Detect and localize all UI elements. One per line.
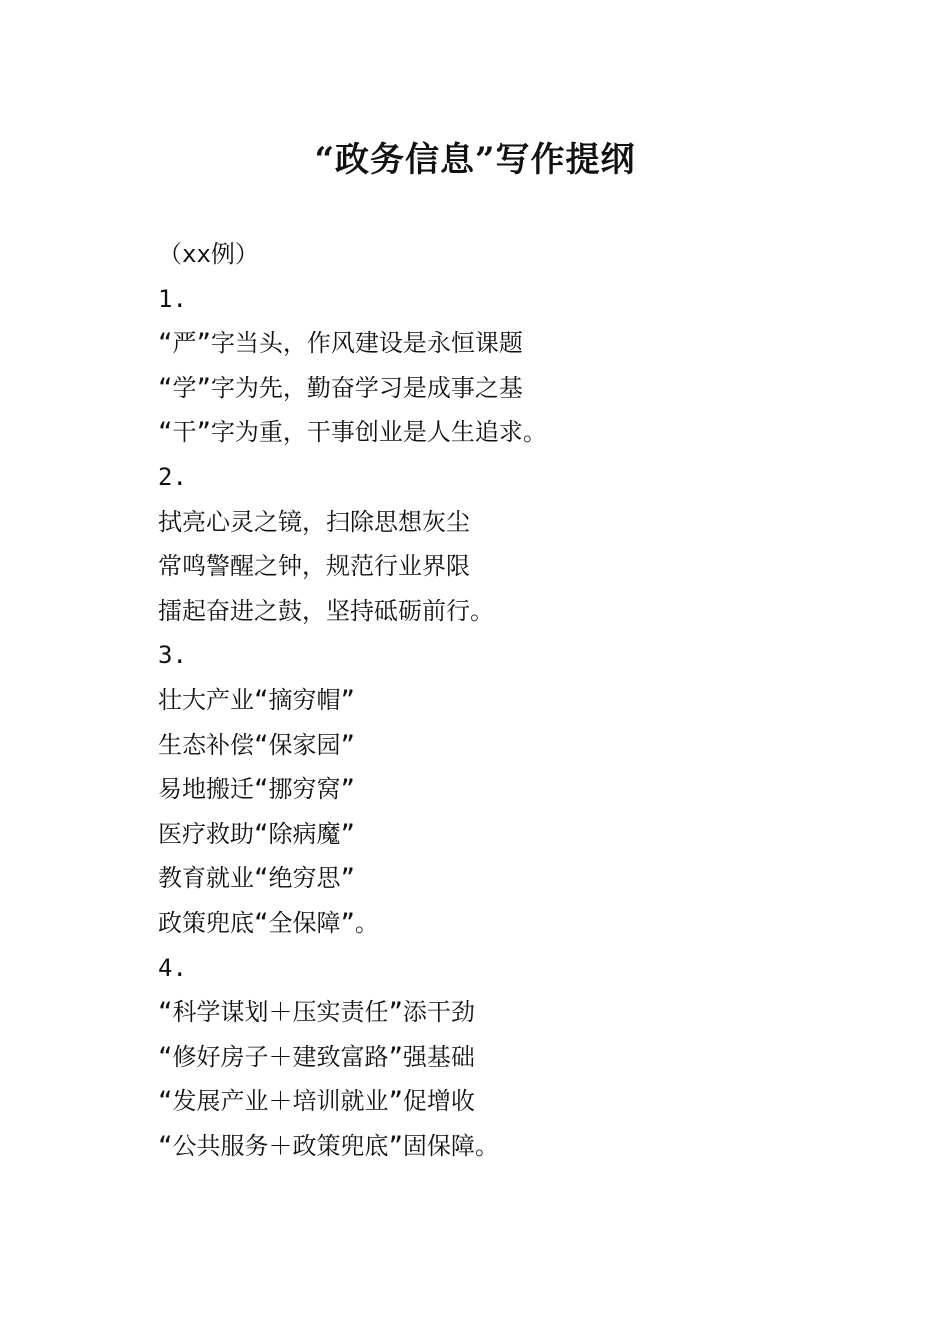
- paragraph-line: （xx例）: [158, 240, 259, 268]
- paragraph-line: “公共服务＋政策兜底”固保障。: [158, 1131, 499, 1160]
- paragraph-line: “学”字为先，勤奋学习是成事之基: [158, 373, 523, 402]
- paragraph-line: 生态补偿“保家园”: [158, 730, 355, 759]
- paragraph-line: “科学谋划＋压实责任”添干劲: [158, 998, 475, 1027]
- paragraph-line: 壮大产业“摘穷帽”: [158, 685, 355, 714]
- section-number: 4.: [158, 953, 187, 982]
- paragraph-line: 常鸣警醒之钟，规范行业界限: [158, 552, 470, 581]
- section-number: 2.: [158, 462, 187, 491]
- section-number: 3.: [158, 641, 187, 670]
- document-title: “政务信息”写作提纲: [314, 140, 636, 180]
- paragraph-line: 拭亮心灵之镜，扫除思想灰尘: [158, 507, 470, 536]
- paragraph-line: 政策兜底“全保障”。: [158, 908, 379, 937]
- paragraph-line: 教育就业“绝穷思”: [158, 864, 355, 893]
- paragraph-line: “修好房子＋建致富路”强基础: [158, 1042, 475, 1071]
- paragraph-line: “发展产业＋培训就业”促增收: [158, 1087, 475, 1116]
- paragraph-line: 擂起奋进之鼓，坚持砥砺前行。: [158, 596, 494, 625]
- paragraph-line: “干”字为重，干事创业是人生追求。: [158, 418, 547, 447]
- paragraph-line: “严”字当头，作风建设是永恒课题: [158, 329, 523, 358]
- document-body: [158, 232, 858, 1168]
- paragraph-line: 易地搬迁“挪穷窝”: [158, 775, 355, 804]
- section-number: 1.: [158, 284, 187, 313]
- paragraph-line: 医疗救助“除病魔”: [158, 819, 355, 848]
